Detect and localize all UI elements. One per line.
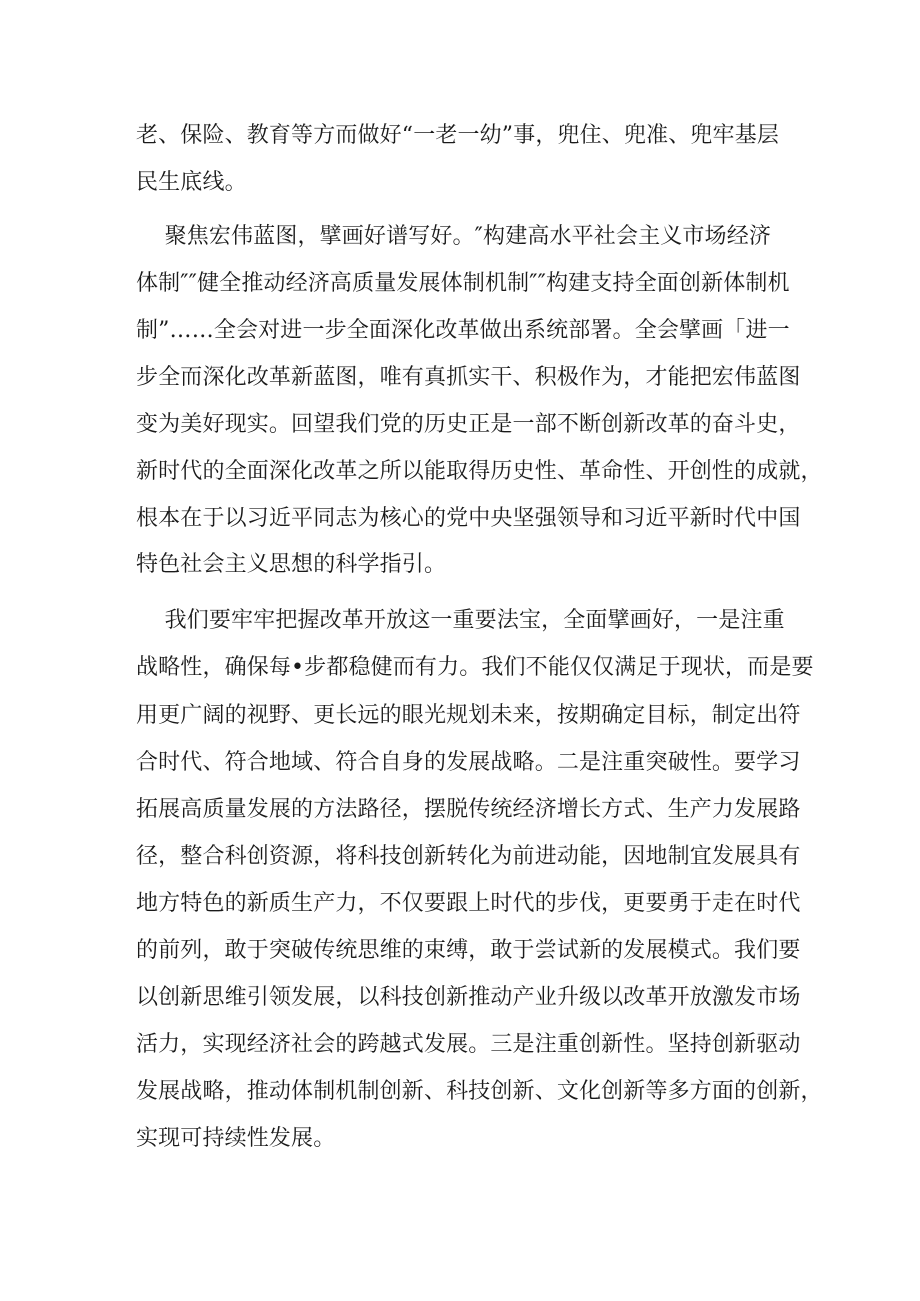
text-line: 以创新思维引领发展，以科技创新推动产业升级以改革开放激发市场	[136, 985, 801, 1011]
text-line: 特色社会主义思想的科学指引。	[136, 552, 447, 578]
text-line: 新时代的全面深化改革之所以能取得历史性、革命性、开创性的成就，	[136, 458, 823, 484]
text-line: 地方特色的新质生产力，不仅要跟上时代的步伐，更要勇于走在时代	[136, 890, 801, 916]
text-line: 民生底线。	[136, 169, 247, 195]
text-line: 活力，实现经济社会的跨越式发展。三是注重创新性。坚持创新驱动	[136, 1032, 801, 1058]
text-line: 体制″″健全推动经济高质量发展体制机制″″构建支持全面创新体制机	[136, 271, 790, 297]
text-line: 制”……全会对进一步全面深化改革做出系统部署。全会擘画「进一	[136, 317, 790, 343]
text-line: 实现可持续性发展。	[136, 1126, 336, 1152]
text-line: 的前列，敢于突破传统思维的束缚，敢于尝试新的发展模式。我们要	[136, 937, 801, 963]
paragraph-2	[136, 214, 823, 589]
text-line: 老、保险、教育等方而做好“一老一幼”事，兜住、兜准、兜牢基层	[136, 123, 779, 148]
paragraph-1	[136, 113, 816, 206]
text-line: 聚焦宏伟蓝图，擘画好谱写好。″构建高水平社会主义市场经济	[136, 224, 771, 250]
text-line: 拓展高质量发展的方法路径，摆脱传统经济增长方式、生产力发展路	[136, 796, 801, 822]
text-line: 合时代、符合地域、符合自身的发展战略。二是注重突破性。要学习	[136, 749, 801, 775]
text-line: 我们要牢牢把握改革开放这一重要法宝，全面擘画好，一是注重	[136, 608, 785, 634]
text-line: 径，整合科创资源，将科技创新转化为前进动能，因地制宜发展具有	[136, 843, 801, 869]
paragraph-3	[136, 597, 823, 1162]
document-body	[136, 113, 823, 1162]
text-line: 战略性，确保每•步都稳健而有力。我们不能仅仅满足于现状，而是要	[136, 655, 814, 681]
text-line: 变为美好现实。回望我们党的历史正是一部不断创新改革的奋斗史，	[136, 411, 801, 437]
text-line: 用更广阔的视野、更长远的眼光规划未来，按期确定目标，制定出符	[136, 702, 801, 728]
text-line: 根本在于以习近平同志为核心的党中央坚强领导和习近平新时代中国	[136, 505, 801, 531]
text-line: 步全而深化改革新蓝图，唯有真抓实干、积极作为，才能把宏伟蓝图	[136, 364, 801, 390]
text-line: 发展战略，推动体制机制创新、科技创新、文化创新等多方面的创新，	[136, 1079, 823, 1105]
